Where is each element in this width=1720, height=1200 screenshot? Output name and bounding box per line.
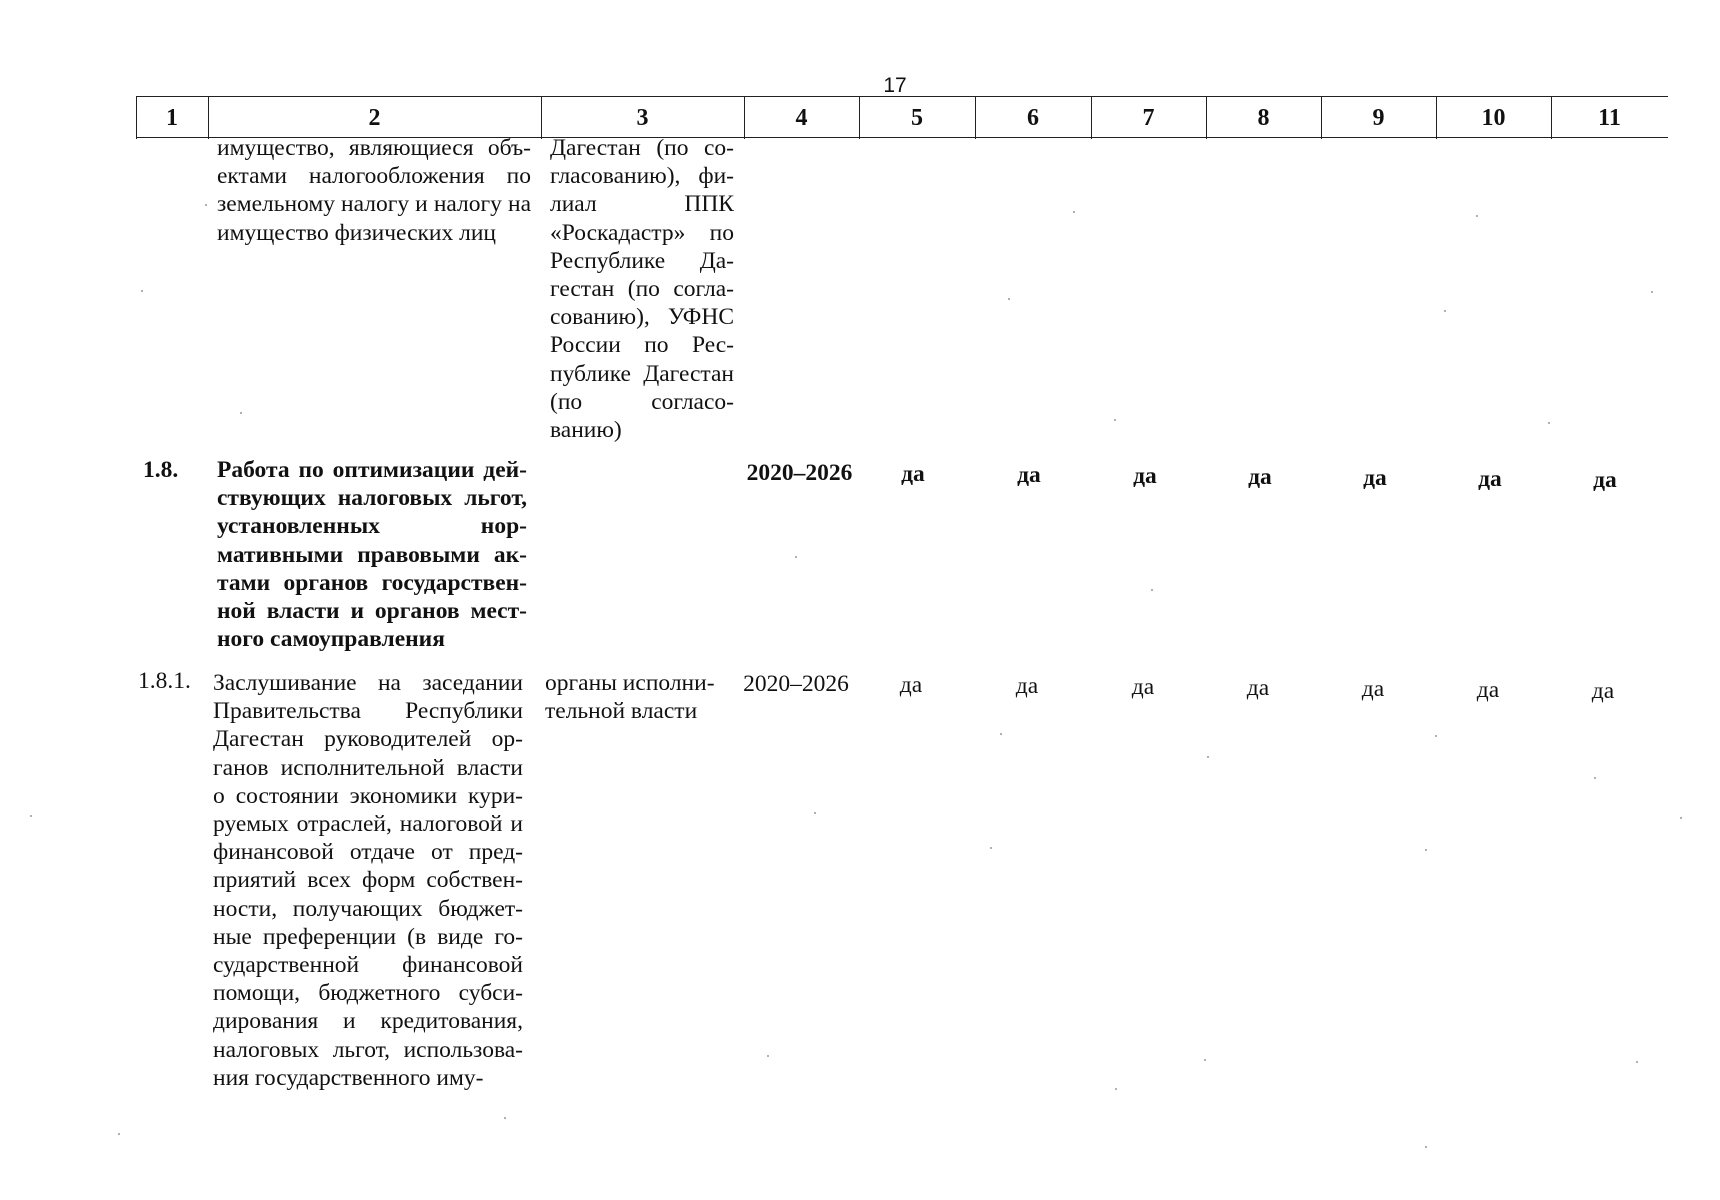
row-2-responsible: органы исполнительной власти: [545, 670, 715, 725]
scan-speck: [504, 1117, 506, 1119]
column-header-1: 1: [166, 105, 178, 131]
row-1-col-9-value: да: [1363, 465, 1387, 491]
scan-speck: [1594, 777, 1596, 779]
scan-speck: [1680, 817, 1682, 819]
scan-speck: [240, 412, 242, 414]
scan-speck: [1444, 310, 1446, 312]
row-0-description: имущество, являющиеся объектами налогообложения по земельному налогу и налогу на имущество физических лиц: [217, 135, 531, 246]
row-1-number: 1.8.: [143, 457, 179, 483]
scan-speck: [1073, 211, 1075, 213]
row-1-col-7-value: да: [1133, 463, 1157, 489]
column-header-5: 5: [911, 105, 923, 131]
row-2-col-11-value: да: [1591, 678, 1615, 704]
scan-speck: [1548, 422, 1550, 424]
scan-speck: [1476, 215, 1478, 217]
column-header-7: 7: [1142, 105, 1155, 131]
scan-speck: [1651, 291, 1653, 293]
column-header-3: 3: [636, 105, 649, 131]
scan-speck: [795, 556, 797, 558]
row-1-col-6-value: да: [1017, 462, 1041, 488]
scan-speck: [1435, 735, 1437, 737]
row-1-col-11-value: да: [1593, 467, 1617, 493]
column-header-6: 6: [1027, 105, 1039, 131]
row-2-period: 2020–2026: [743, 671, 849, 697]
scan-speck: [205, 204, 207, 206]
column-header-9: 9: [1372, 105, 1385, 131]
scan-speck: [1114, 419, 1116, 421]
row-1-col-5-value: да: [901, 461, 925, 487]
row-1-description: Работа по оптимизации действующих налоговых льгот, установленных нормативными правовыми актами органов государственной власти и органов местного самоуправления: [217, 457, 527, 653]
scan-speck: [1000, 733, 1002, 735]
scan-speck: [1636, 1061, 1638, 1063]
scan-speck: [1115, 1088, 1117, 1090]
row-1-period: 2020–2026: [746, 460, 853, 486]
row-2-col-10-value: да: [1476, 677, 1500, 703]
scan-speck: [990, 847, 992, 849]
row-2-number: 1.8.1.: [138, 668, 191, 694]
column-header-10: 10: [1481, 105, 1506, 131]
scan-speck: [118, 1133, 120, 1135]
row-2-col-8-value: да: [1246, 675, 1270, 701]
column-header-8: 8: [1257, 105, 1270, 131]
scan-speck: [814, 812, 816, 814]
row-0-responsible: Дагестан (по согласованию), филиал ППК «Роскадастр» по Республике Дагестан (по согласованию), УФНС России по Республике Дагестан (по согласованию): [550, 135, 734, 444]
scan-speck: [30, 815, 32, 817]
scan-speck: [141, 290, 143, 292]
row-2-col-7-value: да: [1131, 674, 1155, 700]
column-header-4: 4: [795, 105, 808, 131]
row-2-col-5-value: да: [899, 672, 923, 698]
row-1-col-8-value: да: [1248, 464, 1272, 490]
row-2-description: Заслушивание на заседании Правительства Республики Дагестан руководителей органов исполнительной власти о состоянии экономики курируемых отраслей, налоговой и финансовой отдаче от предприятий всех форм собственности, получающих бюджетные преференции (в виде государственной финансовой помощи, бюджетного субсидирования и кредитования, налоговых льгот, использования государственного иму-: [213, 670, 523, 1091]
scan-speck: [1207, 756, 1209, 758]
row-2-col-9-value: да: [1361, 676, 1385, 702]
column-header-2: 2: [368, 105, 381, 131]
scan-speck: [1204, 1059, 1206, 1061]
scan-speck: [767, 1055, 769, 1057]
scan-speck: [1425, 1146, 1427, 1148]
scan-speck: [1151, 589, 1153, 591]
scan-speck: [1008, 298, 1010, 300]
row-1-col-10-value: да: [1478, 466, 1502, 492]
header-top-rule: [136, 96, 1668, 97]
row-2-col-6-value: да: [1015, 673, 1039, 699]
scan-speck: [1425, 849, 1427, 851]
column-header-11: 11: [1598, 105, 1621, 131]
page-number: 17: [883, 74, 907, 97]
